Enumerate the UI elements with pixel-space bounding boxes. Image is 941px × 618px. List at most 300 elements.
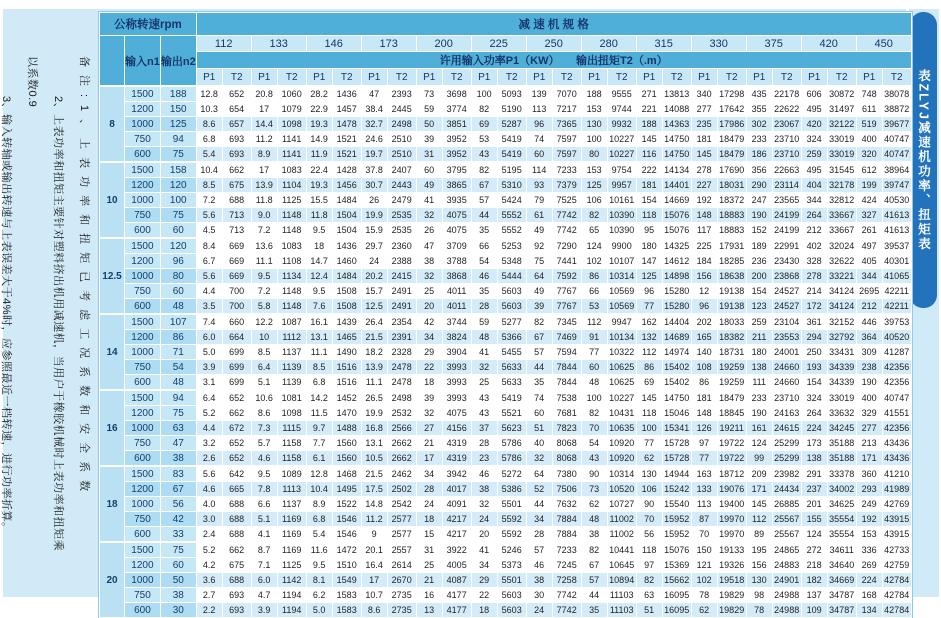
t2-cell: 1478 [332,117,361,132]
p1-cell: 3.1 [196,375,222,391]
t2-cell: 23710 [772,390,801,406]
p1-cell: 424 [856,193,882,208]
p1-cell: 309 [856,345,882,360]
t2-cell: 2491 [387,299,416,315]
t2-cell: 14401 [662,178,691,193]
output-n2-cell: 75 [160,147,196,163]
p1-cell: 404 [801,178,827,193]
p1-cell: 11.8 [306,208,332,223]
p1-cell: 12.8 [196,86,222,102]
p1-cell: 61 [526,208,552,223]
output-n2-cell: 38 [160,451,196,467]
p1-cell: 324 [801,132,827,147]
p1-cell: 118 [636,542,662,558]
p1-cell: 6.8 [196,132,222,147]
p1-cell: 161 [746,421,772,436]
size-header: 250 [526,36,581,52]
p1-cell: 420 [801,117,827,132]
t2-cell: 1452 [332,390,361,406]
p1-t2-header-row [100,69,912,87]
t2-cell: 5455 [497,345,526,360]
t2-cell: 660 [222,314,251,330]
p1-cell: 19.9 [361,208,387,223]
table-row [100,466,912,482]
t2-cell: 2510 [387,132,416,147]
t2-cell: 19259 [717,375,746,391]
p1-cell: 156 [691,269,717,284]
p1-cell: 271 [636,86,662,102]
t2-cell: 2662 [387,451,416,467]
t2-cell: 3709 [442,238,471,254]
p1-cell: 111 [746,375,772,391]
p1-cell: 4.6 [251,451,277,467]
p1-cell: 54 [471,254,497,269]
t2-cell: 33667 [827,208,856,223]
t2-cell: 33431 [827,345,856,360]
p1-cell: 82 [471,102,497,117]
p1-cell: 65 [581,223,607,239]
t2-cell: 19400 [717,497,746,512]
p1-cell: 57 [471,193,497,208]
table-row [100,117,912,132]
t2-cell: 22663 [772,162,801,178]
output-n2-cell: 60 [160,558,196,573]
table-row [100,223,912,239]
ratio-cell: 10 [100,162,125,238]
p1-cell: 82 [526,314,552,330]
note-line: 3、输入转轴或输出转速与上表误差大于4%时，应参照最近一档转速，进行功率折算。 [0,96,12,534]
t2-cell: 19970 [717,512,746,527]
t2-cell: 7506 [552,482,581,497]
t2-cell: 24434 [772,482,801,497]
t2-cell: 23868 [772,269,801,284]
p1-cell: 259 [746,314,772,330]
t2-cell: 15540 [662,497,691,512]
output-n2-cell: 56 [160,497,196,512]
p1-cell: 73 [416,86,442,102]
p1-cell: 17 [251,162,277,178]
t2-cell: 4075 [442,208,471,223]
p1-cell: 225 [691,238,717,254]
p1-cell: 22.4 [306,162,332,178]
t2-cell: 7844 [552,375,581,391]
p1-cell: 6.0 [251,573,277,588]
p1-cell: 12 [691,284,717,299]
t2-cell: 5592 [497,512,526,527]
t2-cell: 5424 [497,193,526,208]
p1-cell: 38 [471,482,497,497]
p1-cell: 5.1 [251,512,277,527]
t2-cell: 699 [222,360,251,375]
p1-header: P1 [361,69,387,87]
t2-cell: 41613 [882,223,911,239]
t2-cell: 19138 [717,299,746,315]
p1-cell: 336 [856,542,882,558]
p1-cell: 49 [526,284,552,299]
t2-cell: 7245 [552,558,581,573]
p1-cell: 6.0 [196,330,222,345]
p1-cell: 25 [416,558,442,573]
p1-cell: 155 [801,512,827,527]
p1-cell: 328 [801,254,827,269]
t2-cell: 5786 [497,436,526,451]
p1-cell: 8.7 [251,542,277,558]
p1-cell: 294 [801,330,827,345]
t2-cell: 1148 [277,284,306,299]
t2-cell: 1484 [332,269,361,284]
t2-cell: 10625 [607,375,636,391]
p1-cell: 32 [471,497,497,512]
t2-cell: 14750 [662,390,691,406]
p1-cell: 137 [801,588,827,603]
p1-cell: 31 [416,147,442,163]
t2-cell: 2542 [387,497,416,512]
t2-cell: 40747 [882,390,911,406]
input-n1-cell: 1200 [125,254,161,269]
t2-cell: 5633 [497,360,526,375]
p1-cell: 186 [746,147,772,163]
t2-cell: 1083 [277,162,306,178]
p1-cell: 5.6 [196,466,222,482]
t2-cell: 24865 [772,542,801,558]
t2-cell: 9754 [607,162,636,178]
t2-cell: 1510 [332,558,361,573]
t2-cell: 10520 [607,482,636,497]
t2-cell: 23430 [772,254,801,269]
p1-cell: 44 [471,208,497,223]
p1-cell: 11.2 [251,132,277,147]
p1-cell: 38.4 [361,102,387,117]
t2-cell: 2532 [387,406,416,421]
p1-cell: 57 [526,345,552,360]
p1-cell: 67 [581,558,607,573]
t2-cell: 672 [222,421,251,436]
t2-cell: 19722 [717,436,746,451]
t2-cell: 652 [222,390,251,406]
p1-cell: 100 [636,421,662,436]
t2-cell: 3904 [442,345,471,360]
p1-cell: 193 [801,360,827,375]
p1-cell: 24 [361,254,387,269]
t2-cell: 34124 [827,284,856,299]
t2-cell: 41210 [882,466,911,482]
p1-cell: 153 [856,527,882,543]
t2-cell: 14325 [662,238,691,254]
t2-cell: 7538 [552,390,581,406]
p1-cell: 5.1 [251,375,277,391]
t2-cell: 42211 [882,299,911,315]
t2-header: T2 [882,69,911,87]
t2-cell: 2577 [387,512,416,527]
size-header: 315 [636,36,691,52]
t2-cell: 4319 [442,451,471,467]
t2-cell: 19970 [717,527,746,543]
t2-cell: 5444 [497,269,526,284]
p1-cell: 96 [691,299,717,315]
p1-cell: 82 [581,542,607,558]
t2-cell: 5501 [497,497,526,512]
t2-cell: 38872 [882,102,911,117]
t2-cell: 17642 [717,102,746,117]
p1-cell: 49 [416,178,442,193]
size-header: 112 [196,36,251,52]
t2-cell: 7592 [552,269,581,284]
t2-cell: 1169 [277,527,306,543]
side-tab [910,12,937,308]
p1-cell: 147 [636,254,662,269]
p1-cell: 59 [471,314,497,330]
p1-cell: 80 [581,147,607,163]
t2-cell: 7345 [552,314,581,330]
output-n2-cell: 60 [160,284,196,299]
p1-cell: 200 [746,269,772,284]
p1-cell: 7.8 [251,482,277,497]
t2-cell: 7258 [552,573,581,588]
p1-cell: 5.6 [196,208,222,223]
p1-cell: 6.8 [306,512,332,527]
t2-cell: 2415 [387,269,416,284]
p1-cell: 148 [691,406,717,421]
t2-cell: 662 [222,162,251,178]
p1-cell: 16.1 [306,314,332,330]
t2-cell: 5419 [497,147,526,163]
input-n1-cell: 600 [125,603,161,618]
t2-cell: 24199 [772,208,801,223]
t2-cell: 1141 [277,147,306,163]
p1-cell: 14.4 [251,117,277,132]
t2-cell: 15402 [662,360,691,375]
t2-cell: 11103 [607,603,636,618]
p1-cell: 192 [856,512,882,527]
t2-cell: 15728 [662,436,691,451]
t2-cell: 10390 [607,208,636,223]
p1-cell: 250 [801,345,827,360]
p1-cell: 99 [746,451,772,467]
p1-cell: 17 [416,451,442,467]
p1-cell: 13 [416,603,442,618]
p1-cell: 66 [471,238,497,254]
p1-cell: 18 [306,238,332,254]
t2-cell: 35554 [827,527,856,543]
p1-cell: 96 [636,284,662,299]
note-line: 2、上表功率和扭矩主要针对塑料挤出机用减速机，当用户于橡胶机械时上表功率和扭矩乘以系数0.9 [26,56,64,552]
p1-cell: 7.2 [251,223,277,239]
p1-cell: 22 [471,588,497,603]
t2-cell: 3788 [442,254,471,269]
p1-cell: 73 [581,482,607,497]
t2-cell: 19722 [717,451,746,467]
p1-cell: 8.5 [251,345,277,360]
t2-cell: 4017 [442,482,471,497]
t2-cell: 8068 [552,436,581,451]
p1-header: P1 [746,69,772,87]
p1-cell: 405 [856,254,882,269]
p1-cell: 60 [581,360,607,375]
t2-cell: 19829 [717,603,746,618]
p1-cell: 224 [856,573,882,588]
t2-cell: 34002 [827,482,856,497]
t2-cell: 35188 [827,451,856,467]
p1-cell: 5.7 [251,436,277,451]
t2-cell: 33378 [827,466,856,482]
speed-header: 公称转速rpm [100,13,197,36]
p1-cell: 63 [636,588,662,603]
p1-cell: 41 [471,542,497,558]
t2-cell: 4177 [442,603,471,618]
p1-cell: 46 [471,466,497,482]
p1-cell: 77 [691,451,717,467]
t2-cell: 675 [222,178,251,193]
p1-cell: 606 [801,86,827,102]
p1-cell: 3.9 [251,603,277,618]
p1-cell: 19.9 [361,406,387,421]
t2-cell: 10227 [607,390,636,406]
p1-cell: 124 [581,238,607,254]
p1-cell: 66 [581,284,607,299]
t2-cell: 662 [222,542,251,558]
t2-cell: 19133 [717,542,746,558]
p1-cell: 7.7 [306,436,332,451]
t2-cell: 1098 [277,117,306,132]
p1-cell: 62 [581,497,607,512]
p1-cell: 64 [526,466,552,482]
p1-cell: 15.5 [306,193,332,208]
t2-cell: 669 [222,238,251,254]
p1-cell: 8.6 [196,117,222,132]
t2-cell: 17986 [717,117,746,132]
p1-cell: 35 [471,223,497,239]
p1-cell: 39 [416,390,442,406]
t2-cell: 34339 [827,375,856,391]
p1-cell: 446 [856,314,882,330]
output-n2-cell: 125 [160,117,196,132]
t2-cell: 25299 [772,451,801,467]
note-line: 备注:1、上表功率和扭矩已考虑工况系数和安全系数 [78,56,90,500]
p1-cell: 5.4 [306,527,332,543]
p1-cell: 140 [691,345,717,360]
p1-cell: 20.1 [361,542,387,558]
output-n2-cell: 60 [160,223,196,239]
p1-cell: 29.7 [361,238,387,254]
p1-cell: 18.2 [361,345,387,360]
p1-cell: 20.2 [361,269,387,284]
t2-cell: 43436 [882,451,911,467]
p1-cell: 16.4 [361,558,387,573]
t2-cell: 23114 [772,178,801,193]
t2-cell: 4011 [442,299,471,315]
output-n2-header: 输出n2 [160,36,196,87]
t2-cell: 5190 [497,102,526,117]
p1-cell: 118 [636,208,662,223]
t2-cell: 43436 [882,436,911,451]
table-row [100,527,912,543]
p1-cell: 344 [801,193,827,208]
p1-cell: 37.8 [361,162,387,178]
t2-cell: 3824 [442,330,471,345]
p1-cell: 35 [581,603,607,618]
t2-cell: 7597 [552,147,581,163]
t2-cell: 1460 [332,254,361,269]
t2-cell: 18845 [717,406,746,421]
table-row [100,269,912,284]
p1-cell: 278 [801,269,827,284]
p1-cell: 34 [471,558,497,573]
p1-cell: 7.2 [196,193,222,208]
t2-cell: 3865 [442,178,471,193]
p1-cell: 8.4 [196,238,222,254]
p1-cell: 109 [801,603,827,618]
p1-cell: 102 [691,573,717,588]
p1-header: P1 [196,69,222,87]
p1-cell: 19.3 [306,178,332,193]
t2-cell: 5419 [497,390,526,406]
input-n1-cell: 1000 [125,345,161,360]
t2-cell: 5195 [497,162,526,178]
output-n2-cell: 150 [160,102,196,117]
t2-cell: 15076 [662,542,691,558]
table-row [100,254,912,269]
p1-cell: 32 [416,208,442,223]
p1-cell: 75 [526,254,552,269]
p1-cell: 236 [746,254,772,269]
p1-cell: 130 [581,117,607,132]
t2-cell: 30872 [827,86,856,102]
p1-cell: 30 [526,588,552,603]
p1-cell: 5.6 [196,269,222,284]
t2-cell: 32812 [827,193,856,208]
p1-cell: 233 [746,390,772,406]
p1-cell: 125 [636,269,662,284]
p1-cell: 22 [416,360,442,375]
p1-cell: 162 [636,314,662,330]
t2-cell: 15076 [662,223,691,239]
p1-cell: 9.0 [251,208,277,223]
t2-cell: 4319 [442,436,471,451]
t2-cell: 24883 [772,558,801,573]
p1-cell: 233 [746,132,772,147]
p1-cell: 145 [636,390,662,406]
p1-cell: 290 [746,178,772,193]
t2-cell: 1436 [332,86,361,102]
table-row [100,512,912,527]
t2-cell: 10161 [607,193,636,208]
t2-cell: 2354 [387,314,416,330]
p1-cell: 130 [746,573,772,588]
p1-cell: 29 [471,573,497,588]
ratio-header-blank [100,36,125,87]
output-n2-cell: 94 [160,132,196,147]
p1-cell: 4.4 [196,421,222,436]
t2-cell: 4011 [442,284,471,299]
p1-cell: 211 [746,330,772,345]
p1-cell: 47 [361,86,387,102]
p1-header: P1 [306,69,332,87]
p1-cell: 130 [636,466,662,482]
output-n2-cell: 80 [160,269,196,284]
output-n2-cell: 71 [160,345,196,360]
p1-cell: 4.7 [251,588,277,603]
p1-cell: 29 [416,345,442,360]
t2-cell: 693 [222,603,251,618]
p1-cell: 5.0 [306,603,332,618]
t2-cell: 1484 [332,193,361,208]
ratio-cell: 8 [100,86,125,162]
p1-header: P1 [691,69,717,87]
t2-cell: 16095 [662,588,691,603]
t2-cell: 15242 [662,482,691,497]
t2-cell: 42784 [882,573,911,588]
p1-cell: 12.5 [361,299,387,315]
